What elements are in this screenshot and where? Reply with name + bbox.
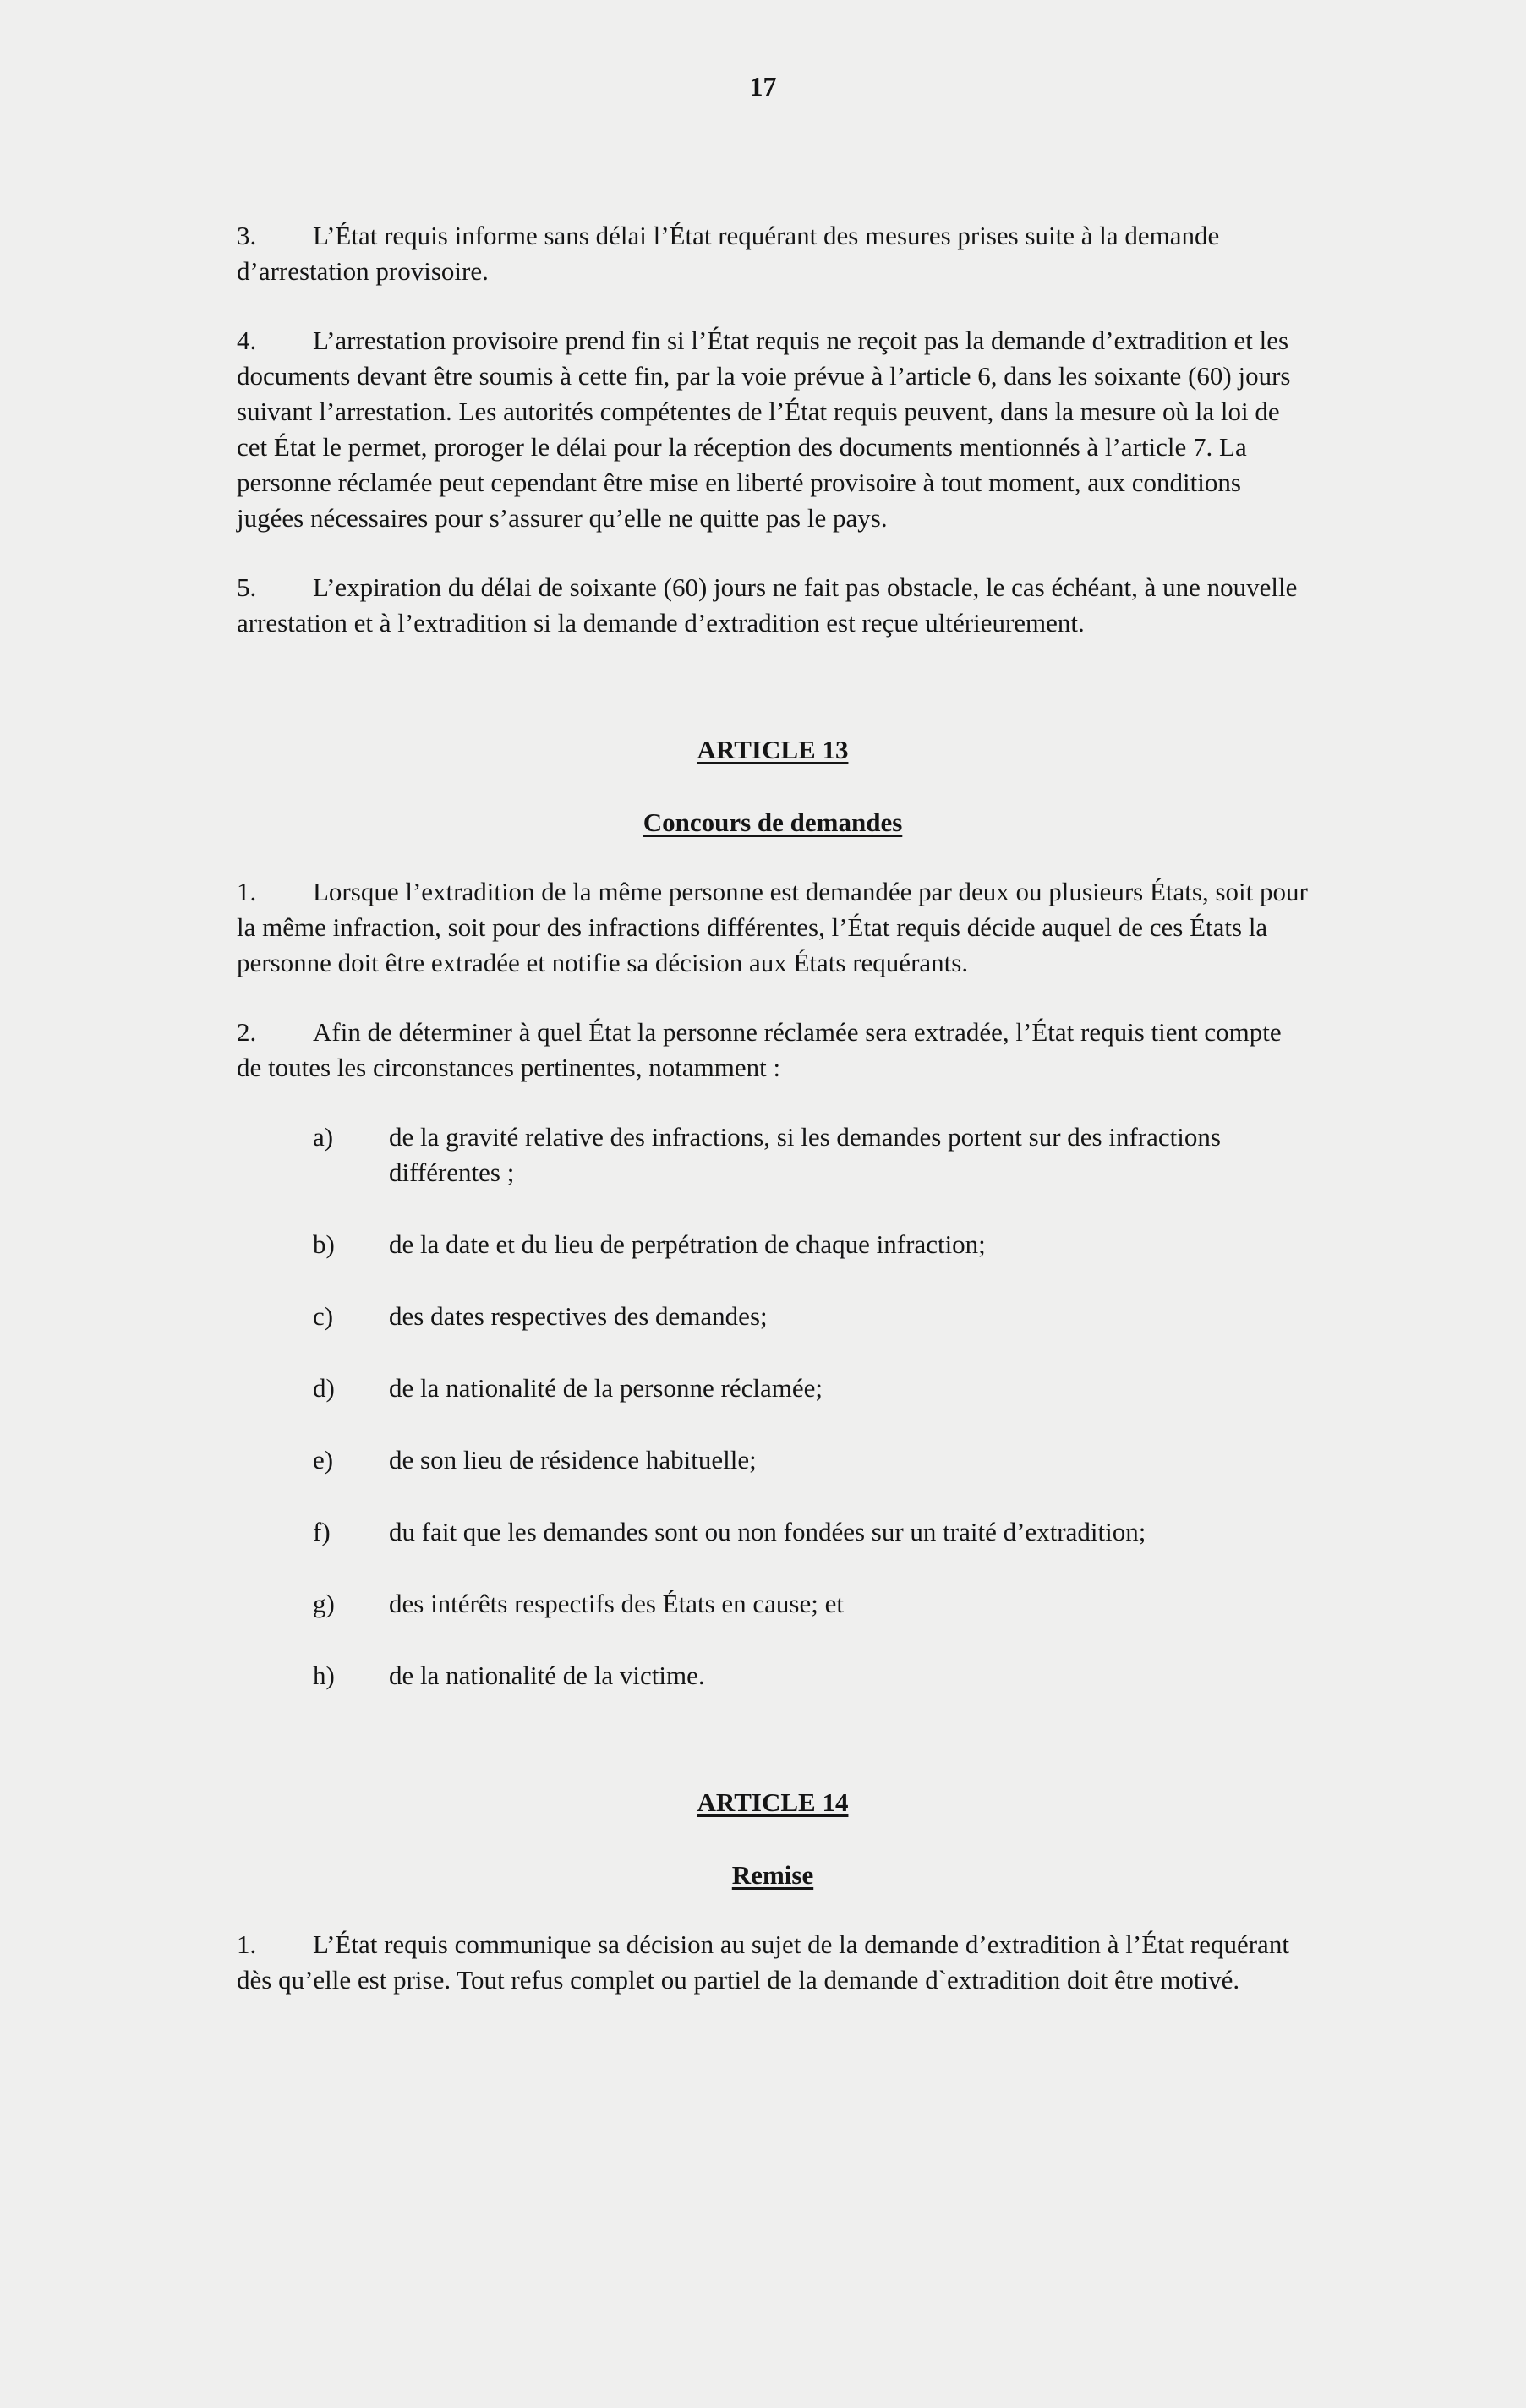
criteria-item-a (237, 1119, 1309, 1190)
paragraph-4 (237, 323, 1309, 536)
article-14-title: ARTICLE 14 (697, 1787, 849, 1817)
list-letter: d) (313, 1373, 335, 1403)
paragraph-text: L’État requis informe sans délai l’État requérant des mesures prises suite à la demande d’arrestation provisoire. (237, 221, 1220, 286)
criteria-item-d (237, 1371, 1309, 1406)
paragraph-number: 1. (237, 1929, 257, 1959)
list-text: de son lieu de résidence habituelle; (389, 1445, 757, 1475)
list-letter: e) (313, 1445, 334, 1475)
document-body (237, 218, 1309, 2032)
list-letter: g) (313, 1589, 335, 1618)
list-text: des dates respectives des demandes; (389, 1301, 768, 1331)
list-letter: b) (313, 1229, 335, 1259)
paragraph-text: Afin de déterminer à quel État la personne réclamée sera extradée, l’État requis tient compte de toutes les circonstances pertinentes, notamment : (237, 1017, 1282, 1082)
criteria-item-b (237, 1227, 1309, 1262)
paragraph-number: 5. (237, 572, 257, 602)
list-text: de la date et du lieu de perpétration de chaque infraction; (389, 1229, 986, 1259)
paragraph-text: L’arrestation provisoire prend fin si l’État requis ne reçoit pas la demande d’extradition et les documents devant être soumis à cette fin, par la voie prévue à l’article 6, dans les soixante (60) jours suivant l’arrestation. Les autorités compétentes de l’État requis peuvent, dans la mesure où la loi de cet État le permet, proroger le délai pour la réception des documents mentionnés à l’article 7. La personne réclamée peut cependant être mise en liberté provisoire à tout moment, aux conditions jugées nécessaires pour s’assurer qu’elle ne quitte pas le pays. (237, 326, 1291, 533)
page-number: 17 (749, 71, 777, 101)
article-13-title: ARTICLE 13 (697, 735, 849, 764)
article-14-paragraph-1 (237, 1927, 1309, 1998)
list-letter: c) (313, 1301, 334, 1331)
paragraph-text: L’expiration du délai de soixante (60) jours ne fait pas obstacle, le cas échéant, à une nouvelle arrestation et à l’extradition si la demande d’extradition est reçue ultérieurement. (237, 572, 1298, 638)
list-text: de la nationalité de la victime. (389, 1661, 705, 1690)
paragraph-number: 3. (237, 221, 257, 250)
article-13-paragraph-2 (237, 1015, 1309, 1086)
paragraph-number: 4. (237, 326, 257, 355)
article-14-subtitle: Remise (731, 1860, 814, 1890)
list-text: des intérêts respectifs des États en cause; et (389, 1589, 844, 1618)
criteria-item-e (237, 1442, 1309, 1478)
article-13-paragraph-1 (237, 874, 1309, 981)
list-letter: f) (313, 1517, 331, 1546)
criteria-list (237, 1119, 1309, 1694)
list-text: du fait que les demandes sont ou non fondées sur un traité d’extradition; (389, 1517, 1146, 1546)
criteria-item-g (237, 1586, 1309, 1622)
paragraph-5 (237, 570, 1309, 641)
criteria-item-c (237, 1299, 1309, 1334)
paragraph-number: 2. (237, 1017, 257, 1047)
paragraph-3 (237, 218, 1309, 289)
paragraph-text: Lorsque l’extradition de la même personne est demandée par deux ou plusieurs États, soit pour la même infraction, soit pour des infractions différentes, l’État requis décide auquel de ces États la personne doit être extradée et notifie sa décision aux États requérants. (237, 877, 1308, 977)
criteria-item-h (237, 1658, 1309, 1694)
paragraph-text: L’État requis communique sa décision au sujet de la demande d’extradition à l’État requérant dès qu’elle est prise. Tout refus complet ou partiel de la demande d`extradition doit être motivé. (237, 1929, 1289, 1995)
list-letter: a) (313, 1122, 334, 1152)
list-text: de la nationalité de la personne réclamée; (389, 1373, 823, 1403)
paragraph-number: 1. (237, 877, 257, 906)
list-letter: h) (313, 1661, 335, 1690)
criteria-item-f (237, 1514, 1309, 1550)
list-text: de la gravité relative des infractions, si les demandes portent sur des infractions différentes ; (389, 1122, 1221, 1187)
article-13-subtitle: Concours de demandes (643, 807, 903, 837)
